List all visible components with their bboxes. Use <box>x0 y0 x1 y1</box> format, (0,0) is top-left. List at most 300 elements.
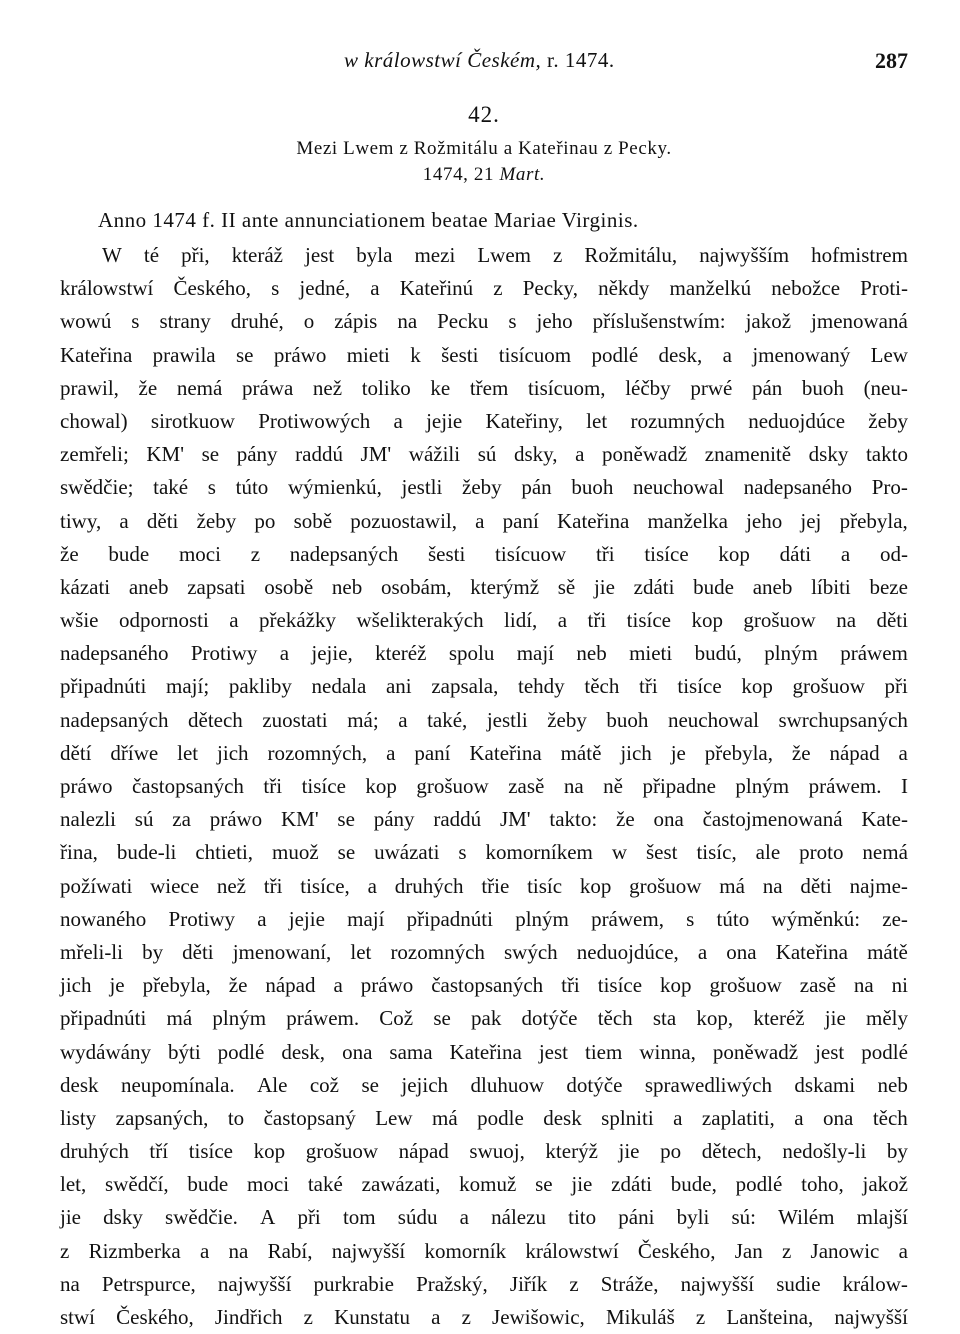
word: (neu- <box>863 375 908 400</box>
word: té <box>143 243 160 267</box>
word: a <box>722 342 732 367</box>
word: swědčie; <box>60 475 134 500</box>
word: plným <box>515 906 569 931</box>
word: mají <box>516 641 555 666</box>
word: jeho <box>746 508 783 533</box>
word: wýměnkú: <box>771 906 861 931</box>
text-line <box>60 969 908 1002</box>
word: a <box>257 906 267 931</box>
word: grošuow <box>709 973 782 998</box>
word: z <box>250 541 261 566</box>
word: to <box>227 1105 245 1130</box>
word: tisíce, <box>300 873 350 898</box>
text-line <box>60 438 908 471</box>
word: jie <box>60 1205 81 1230</box>
word: tři <box>639 674 658 699</box>
word: Pražský, <box>416 1271 488 1296</box>
word: práwo <box>60 774 113 798</box>
body-text <box>60 239 908 1334</box>
word: kop <box>253 1139 286 1164</box>
word: Rabí, <box>267 1238 313 1263</box>
word: pány <box>236 442 278 467</box>
word: kop <box>579 873 612 898</box>
word: jest <box>815 1039 845 1064</box>
word: někdy <box>598 276 650 301</box>
word: s <box>207 475 216 500</box>
word: bude <box>187 1172 229 1197</box>
word: přebyla, <box>142 973 211 998</box>
text-line <box>60 1268 908 1301</box>
word: tisíce <box>301 774 346 798</box>
word: takto: <box>549 807 598 832</box>
word: a <box>119 508 129 533</box>
word: zuostati <box>262 707 328 732</box>
word: je <box>670 740 686 765</box>
word: a <box>386 740 396 765</box>
word: manželkú <box>669 276 752 301</box>
word: z <box>303 1305 313 1329</box>
word: králowstwí <box>525 1238 619 1263</box>
word: let <box>586 408 608 433</box>
word: se <box>337 840 356 865</box>
word: stwí <box>60 1305 96 1329</box>
word: připadnúti <box>60 674 147 699</box>
word: tisícuom, <box>527 375 606 400</box>
word: sě <box>557 574 576 599</box>
word: KM' <box>280 807 319 832</box>
word: také <box>153 475 189 500</box>
word: ně <box>603 774 623 798</box>
word: swrchupsaných <box>778 707 908 732</box>
text-line <box>60 471 908 504</box>
word: Janowic <box>810 1238 880 1263</box>
word: že <box>791 740 811 765</box>
word: s <box>458 840 467 865</box>
text-line <box>60 670 908 703</box>
word: wowú <box>60 309 112 334</box>
word: chtieti, <box>195 840 254 865</box>
word: připadnúti <box>406 906 493 931</box>
word: při <box>884 674 908 699</box>
word: a <box>393 408 403 433</box>
word: ze- <box>882 906 908 931</box>
word: kop <box>718 541 750 566</box>
word: dsky <box>103 1205 143 1230</box>
word: kázati <box>60 574 111 599</box>
word: se <box>236 342 254 367</box>
word: wšelikterakých <box>356 608 484 633</box>
word: příslušenstwím: <box>592 309 726 334</box>
word: tisícuow <box>495 541 567 566</box>
page-number: 287 <box>875 48 908 73</box>
date-month: Mart. <box>499 164 546 185</box>
word: dskami <box>794 1072 856 1097</box>
word: dotýče <box>566 1072 623 1097</box>
word: se <box>201 442 220 467</box>
word: sudie <box>776 1271 821 1296</box>
text-line <box>60 870 908 903</box>
word: grošuow <box>305 1139 379 1164</box>
word: sta <box>652 1006 677 1031</box>
word: řina, <box>60 840 98 865</box>
word: Rizmberka <box>88 1238 181 1263</box>
word: třie <box>481 873 510 898</box>
word: šesti <box>427 541 466 566</box>
word: Lew <box>375 1105 413 1130</box>
word: se <box>337 807 355 832</box>
word: jejie <box>426 408 463 433</box>
word: po <box>660 1139 682 1164</box>
word: o <box>303 309 315 334</box>
word: neuchowal <box>667 707 759 732</box>
word: práwem, <box>591 906 664 931</box>
word: listy <box>60 1105 97 1130</box>
word: najwyšší <box>680 1271 755 1296</box>
word: z <box>569 1271 579 1296</box>
text-line <box>60 372 908 405</box>
text-line <box>60 571 908 604</box>
word: jie <box>593 574 615 599</box>
word: mezi <box>414 243 456 267</box>
word: pozuostawil, <box>350 508 457 533</box>
word: s <box>271 276 280 301</box>
word: osobě <box>264 574 314 599</box>
word: poněwadž <box>602 442 688 467</box>
word: a <box>367 873 377 898</box>
word: tří <box>149 1139 169 1164</box>
word: w <box>611 840 628 865</box>
word: plným <box>212 1006 267 1031</box>
word: Mikuláš <box>605 1305 675 1329</box>
word: podlé <box>735 1172 783 1197</box>
word: buoh <box>606 707 649 732</box>
word: rozomných, <box>267 740 368 765</box>
text-line <box>60 637 908 670</box>
word: překážky <box>259 608 336 633</box>
document-number: 42. <box>468 102 500 127</box>
word: grošuow <box>629 873 702 898</box>
word: z <box>493 276 503 301</box>
word: A <box>260 1205 276 1230</box>
word: súdu <box>397 1205 438 1230</box>
word: a <box>370 276 380 301</box>
word: paní <box>502 508 539 533</box>
word: a <box>398 707 408 732</box>
word: najwyšším <box>699 243 790 267</box>
word: wšie <box>60 608 99 633</box>
word: desk, <box>281 1039 326 1064</box>
word: práwa <box>241 375 294 400</box>
word: kop, <box>696 1006 734 1031</box>
word: Kateřina <box>469 740 542 765</box>
word: zapsala, <box>431 674 499 699</box>
word: paní <box>414 740 451 765</box>
word: podlé <box>591 342 639 367</box>
word: mieti <box>629 641 673 666</box>
word: Stráže, <box>600 1271 659 1296</box>
word: plným <box>735 774 790 798</box>
word: sú <box>477 442 497 467</box>
word: tisícuom <box>498 342 572 367</box>
word: sirotkuow <box>150 408 235 433</box>
word: těch <box>584 674 620 699</box>
word: že <box>616 807 635 832</box>
word: Protiwowých <box>258 408 371 433</box>
word: poněwadž <box>712 1039 799 1064</box>
word: z <box>553 243 563 267</box>
word: nadepsaného <box>60 641 169 666</box>
word: strany <box>159 309 211 334</box>
word: tři <box>263 873 283 898</box>
word: najwyšší <box>834 1305 908 1329</box>
word: neuchowal <box>632 475 724 500</box>
text-line <box>60 1201 908 1234</box>
word: Kateřina <box>556 508 630 533</box>
word: wýmienkú, <box>287 475 382 500</box>
word: práwo <box>273 342 327 367</box>
word: let, <box>60 1172 87 1197</box>
word: jich <box>217 740 249 765</box>
word: plným <box>764 641 818 666</box>
document-heading: Mezi Lwem z Rožmitálu a Kateřinau z Pecky. <box>296 138 672 159</box>
word: a <box>794 1105 804 1130</box>
word: Pecky, <box>522 276 578 301</box>
word: komorníkem <box>485 840 593 865</box>
word: buoh <box>801 375 844 400</box>
word: tisíce <box>677 674 722 699</box>
word: dáti <box>779 541 812 566</box>
word: a <box>431 1305 441 1329</box>
word: že <box>228 973 248 998</box>
word: swědčie. <box>165 1205 238 1230</box>
word: častojmenowaná <box>702 807 843 832</box>
word: wážili <box>408 442 461 467</box>
text-line <box>60 737 908 770</box>
word: jejie, <box>311 641 353 666</box>
word: prawila <box>152 342 216 367</box>
text-line <box>60 1301 908 1334</box>
word: toliko <box>361 375 411 400</box>
word: zapsati <box>187 574 246 599</box>
word: má <box>719 873 745 898</box>
word: Rožmitálu, <box>584 243 678 267</box>
word: těch <box>597 1006 633 1031</box>
word: než <box>216 873 246 898</box>
word: zapsaných, <box>115 1105 209 1130</box>
word: prwé <box>690 375 733 400</box>
word: Protiwy <box>190 641 258 666</box>
word: podlé <box>861 1039 908 1064</box>
word: Pecku <box>437 309 489 334</box>
word: Kateřina <box>775 939 848 964</box>
word: sú: <box>731 1205 756 1230</box>
word: na <box>397 309 418 334</box>
word: z <box>461 1305 471 1329</box>
word: a <box>459 1205 469 1230</box>
word: jejich <box>401 1072 449 1097</box>
word: má <box>166 1006 193 1031</box>
word: jedné, <box>299 276 351 301</box>
word: neb <box>576 641 607 666</box>
word: k <box>410 342 421 367</box>
word: na <box>762 873 783 898</box>
word: připadne <box>642 774 716 798</box>
word: túto <box>716 906 750 931</box>
word: tisíce <box>644 541 689 566</box>
word: a <box>557 608 568 633</box>
word: z <box>695 1305 706 1329</box>
word: chowal) <box>60 408 128 433</box>
text-line <box>60 936 908 969</box>
word: žeby <box>547 707 587 732</box>
word: uwázati <box>374 840 440 865</box>
word: sprawedliwých <box>644 1072 772 1097</box>
word: od- <box>879 541 908 566</box>
anno-line: Anno 1474 f. II ante annunciationem beatae Mariae Virginis. <box>98 208 639 232</box>
word: tři <box>561 973 580 998</box>
word: práwo <box>209 807 263 832</box>
word: práwem. <box>808 774 882 798</box>
word: Wilém <box>778 1205 835 1230</box>
word: Kateřinú <box>399 276 474 301</box>
word: Jewišowic, <box>492 1305 585 1329</box>
word: dluhuow <box>470 1072 544 1097</box>
word: děti <box>800 873 832 898</box>
running-title-italic: w králowstwí Českém, <box>344 48 542 72</box>
word: neb <box>331 574 363 599</box>
word: nadepsaného <box>743 475 853 500</box>
word: Lanšteina, <box>726 1305 814 1329</box>
word: ke <box>430 375 451 400</box>
word: děti <box>146 508 179 533</box>
word: se <box>361 1072 379 1097</box>
word: takto <box>865 442 908 467</box>
word: druhých <box>394 873 464 898</box>
word: tisíce <box>188 1139 234 1164</box>
word: dětí <box>60 740 92 765</box>
word: žeby <box>462 475 502 500</box>
word: Petrspurce, <box>101 1271 196 1296</box>
word: druhých <box>60 1139 129 1164</box>
word: a <box>475 508 485 533</box>
word: podle <box>477 1105 524 1130</box>
word: raddú <box>295 442 343 467</box>
word: JM' <box>499 807 531 832</box>
word: pán <box>521 475 552 500</box>
word: jej <box>800 508 822 533</box>
word: tisíc, <box>696 840 737 865</box>
text-line <box>60 1036 908 1069</box>
word: jmenowaní, <box>232 939 332 964</box>
word: moci <box>247 1172 290 1197</box>
text-line <box>60 305 908 338</box>
word: tisíce <box>626 608 671 633</box>
word: byla <box>356 243 393 267</box>
running-title <box>344 48 615 73</box>
word: při <box>297 1205 321 1230</box>
word: za <box>172 807 191 832</box>
word: bude, <box>670 1172 717 1197</box>
word: Protiwy <box>168 906 236 931</box>
word: nápad <box>829 740 880 765</box>
text-line <box>60 770 908 803</box>
text-line <box>60 1069 908 1102</box>
word: přebyla, <box>839 508 908 533</box>
word: zasě <box>508 774 545 798</box>
word: kteréž <box>753 1006 805 1031</box>
word: beze <box>869 574 908 599</box>
word: kop <box>365 774 397 798</box>
word: jich <box>620 740 652 765</box>
word: tiwy, <box>60 508 102 533</box>
word: komorník <box>424 1238 507 1263</box>
text-line <box>60 1102 908 1135</box>
word: jestli <box>486 707 528 732</box>
word: častopsaný <box>263 1105 356 1130</box>
word: KM' <box>146 442 185 467</box>
word: kop <box>741 674 773 699</box>
word: buoh <box>571 475 614 500</box>
word: ona <box>726 939 757 964</box>
word: s <box>131 309 140 334</box>
word: Což <box>379 1006 414 1031</box>
word: pány <box>373 807 415 832</box>
word: líbiti <box>811 574 851 599</box>
word: práwem. <box>286 1006 360 1031</box>
word: Kateřiny, <box>485 408 563 433</box>
word: znamenitě <box>704 442 792 467</box>
word: jie <box>824 1006 846 1031</box>
word: žeby <box>868 408 908 433</box>
word: let <box>350 939 372 964</box>
word: připadnúti <box>60 1006 147 1031</box>
word: sobě <box>293 508 333 533</box>
word: Českého, <box>637 1238 716 1263</box>
word: najme- <box>849 873 908 898</box>
word: že <box>60 541 79 566</box>
word: najwyšší <box>217 1271 292 1296</box>
word: tehdy <box>518 674 565 699</box>
text-line <box>60 405 908 438</box>
word: žeby <box>196 508 237 533</box>
word: tito <box>568 1205 597 1230</box>
word: Kateřina <box>60 342 133 367</box>
running-head <box>60 42 908 76</box>
word: desk, <box>658 342 703 367</box>
word: zasě <box>799 973 836 998</box>
word: zemřeli; <box>60 442 129 467</box>
word: JM' <box>360 442 392 467</box>
word: na <box>853 973 874 998</box>
word: desk <box>543 1105 582 1130</box>
word: děti <box>876 608 908 633</box>
word: spolu <box>448 641 495 666</box>
word: při, <box>181 243 210 267</box>
word: zdáti <box>611 1172 652 1197</box>
word: a <box>898 1238 908 1263</box>
word: jakož <box>862 1172 908 1197</box>
word: nalezli <box>60 807 116 832</box>
document-date <box>60 164 908 186</box>
word: a <box>333 973 343 998</box>
word: dětech <box>188 707 243 732</box>
text-line <box>60 1002 908 1035</box>
word: prawil, <box>60 375 119 400</box>
word: jmenowaná <box>811 309 908 334</box>
word: let <box>177 740 199 765</box>
word: tisíc <box>527 873 563 898</box>
word: Pro- <box>871 475 908 500</box>
